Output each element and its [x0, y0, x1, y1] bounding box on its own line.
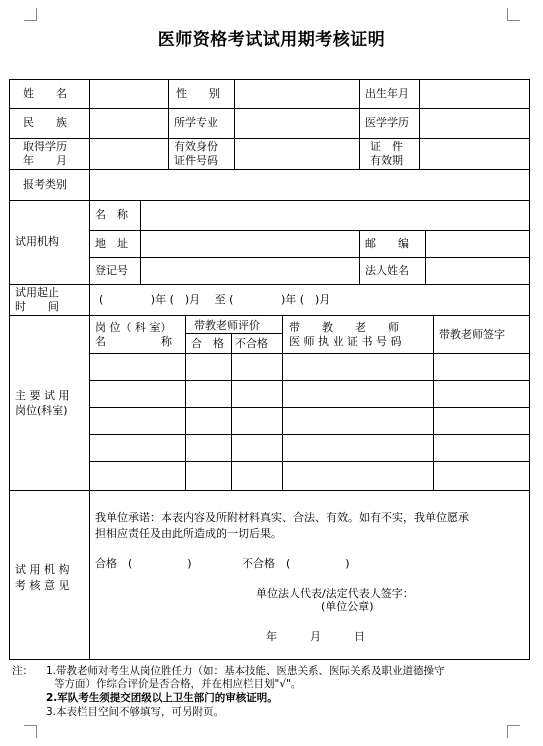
note-3: 3.本表栏目空间不够填写，可另附页。	[46, 706, 225, 718]
note-2: 2.军队考生须提交团级以上卫生部门的审核证明。	[46, 692, 278, 704]
row-line	[89, 380, 530, 381]
fail-choice: 不合格 ( )	[242, 557, 350, 570]
row-line	[9, 138, 530, 139]
label-med-degree: 医学学历	[365, 116, 409, 129]
col-line	[140, 200, 141, 284]
form-table	[9, 79, 530, 660]
label-major: 所学专业	[174, 116, 218, 129]
signature-line: 单位法人代表/法定代表人签字：	[256, 587, 414, 600]
label-cert-valid: 证 件	[370, 140, 403, 153]
col-line	[9, 79, 10, 660]
col-line	[359, 79, 360, 169]
col-post-name: 岗 位（ 科 室）	[95, 321, 172, 334]
col-line	[359, 230, 360, 284]
col-post-name-2: 名 称	[95, 335, 172, 348]
row-line	[9, 284, 530, 285]
label-opinion: 试 用 机 构	[15, 563, 70, 576]
promise-text: 我单位承诺：本表内容及所附材料真实、合法、有效。如有不实，我单位愿承	[95, 511, 469, 524]
row-line	[89, 407, 530, 408]
note-1-cont: 等方面）作综合评价是否合格，并在相应栏目划"√"。	[54, 678, 302, 690]
official-seal: (单位公章)	[321, 600, 374, 613]
label-main-post: 主 要 试 用	[15, 389, 70, 402]
col-teacher-eval: 带教老师评价	[194, 319, 260, 332]
row-line	[9, 200, 530, 201]
row-line	[9, 490, 530, 491]
label-period-2: 时 间	[15, 300, 59, 313]
col-pass: 合 格	[191, 337, 224, 350]
label-reg-no: 登记号	[95, 264, 128, 277]
crop-mark-top-left	[24, 8, 37, 21]
label-exam-type: 报考类别	[23, 178, 67, 191]
row-line	[89, 230, 530, 231]
col-line	[425, 230, 426, 284]
col-teacher-sign: 带教老师签字	[439, 328, 505, 341]
label-period: 试用起止	[15, 286, 59, 299]
row-line	[185, 333, 282, 334]
period-text: ( )年 ( )月 至 ( )年 ( )月	[99, 293, 331, 306]
col-line	[231, 333, 232, 490]
crop-mark-bottom-left	[24, 725, 37, 738]
pass-choice: 合格 ( )	[95, 557, 192, 570]
col-cert-no: 带 教 老 师	[289, 321, 399, 334]
row-line	[9, 659, 530, 660]
label-postcode: 邮 编	[365, 237, 409, 250]
date-line: 年 月 日	[266, 630, 365, 643]
row-line	[9, 79, 530, 80]
col-cert-no-2: 医 师 执 业 证 书 号 码	[289, 335, 402, 348]
label-gender: 性 别	[176, 87, 220, 100]
row-line	[89, 257, 530, 258]
label-birth: 出生年月	[365, 87, 409, 100]
label-id-number: 有效身份	[174, 140, 218, 153]
crop-mark-top-right	[507, 8, 520, 21]
promise-text-2: 担相应责任及由此所造成的一切后果。	[95, 527, 282, 540]
label-inst-address: 地 址	[95, 237, 128, 250]
label-inst-name: 名 称	[95, 208, 128, 221]
label-cert-valid-2: 有效期	[370, 154, 403, 167]
label-ethnicity: 民 族	[23, 116, 67, 129]
label-name: 姓 名	[23, 87, 67, 100]
note-1: 1.带教老师对考生从岗位胜任力（如：基本技能、医患关系、医际关系及职业道德操守	[46, 665, 445, 677]
notes-prefix: 注：	[12, 665, 33, 677]
label-institution: 试用机构	[15, 235, 59, 248]
label-main-post-2: 岗位(科室)	[15, 404, 68, 417]
col-fail: 不合格	[235, 337, 268, 350]
label-id-number-2: 证件号码	[174, 154, 218, 167]
label-legal-person: 法人姓名	[365, 264, 409, 277]
label-degree-date-2: 年 月	[23, 154, 67, 167]
col-line	[433, 315, 434, 490]
row-line	[89, 353, 530, 354]
col-line	[282, 315, 283, 490]
label-degree-date: 取得学历	[23, 140, 67, 153]
row-line	[9, 108, 530, 109]
row-line	[9, 169, 530, 170]
document-title: 医师资格考试试用期考核证明	[157, 30, 386, 50]
col-line	[419, 79, 420, 169]
col-line	[89, 79, 90, 660]
row-line	[89, 434, 530, 435]
col-line	[529, 79, 530, 660]
crop-mark-bottom-right	[507, 725, 520, 738]
label-opinion-2: 考 核 意 见	[15, 579, 70, 592]
col-line	[168, 79, 169, 169]
col-line	[234, 79, 235, 169]
row-line	[89, 461, 530, 462]
col-line	[185, 315, 186, 490]
row-line	[9, 315, 530, 316]
